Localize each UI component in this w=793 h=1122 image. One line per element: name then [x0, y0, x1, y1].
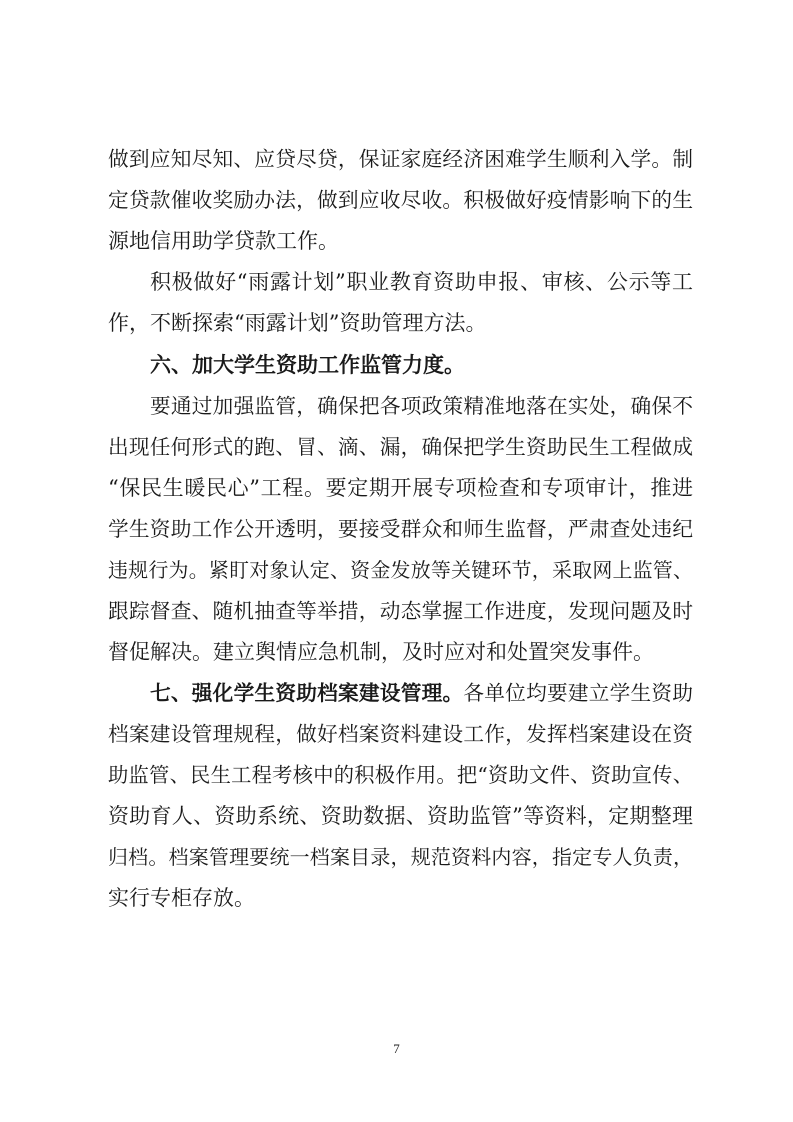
section-heading: 六、加大学生资助工作监管力度。: [150, 353, 465, 377]
paragraph-text: 各单位均要建立学生资助: [463, 681, 693, 705]
paragraph-line: 跟踪督查、随机抽查等举措，动态掌握工作进度，发现问题及时: [108, 599, 693, 623]
paragraph-line: 作，不断探索“雨露计划”资助管理方法。: [108, 311, 487, 335]
paragraph-line: 积极做好“雨露计划”职业教育资助申报、审核、公示等工: [150, 270, 693, 294]
paragraph-line: 档案建设管理规程，做好档案资料建设工作，发挥档案建设在资: [108, 722, 693, 746]
paragraph-line: 督促解决。建立舆情应急机制，及时应对和处置突发事件。: [108, 640, 654, 664]
paragraph-line: 资助育人、资助系统、资助数据、资助监管”等资料，定期整理: [108, 804, 693, 828]
page-number: 7: [393, 1041, 400, 1056]
paragraph-line: 助监管、民生工程考核中的积极作用。把“资助文件、资助宣传、: [108, 763, 693, 787]
paragraph-line: 做到应知尽知、应贷尽贷，保证家庭经济困难学生顺利入学。制: [108, 147, 693, 171]
paragraph-line-with-heading: [150, 676, 693, 710]
paragraph-line: 违规行为。紧盯对象认定、资金发放等关键环节，采取网上监管、: [108, 558, 693, 582]
paragraph-line: 归档。档案管理要统一档案目录，规范资料内容，指定专人负责，: [108, 845, 693, 869]
paragraph-line: “保民生暖民心”工程。要定期开展专项检查和专项审计，推进: [108, 476, 693, 500]
paragraph-line: 源地信用助学贷款工作。: [108, 229, 339, 253]
paragraph-line: 实行专柜存放。: [108, 886, 255, 910]
paragraph-line: 学生资助工作公开透明，要接受群众和师生监督，严肃查处违纪: [108, 517, 693, 541]
paragraph-line: 定贷款催收奖励办法，做到应收尽收。积极做好疫情影响下的生: [108, 188, 693, 212]
paragraph-line: 出现任何形式的跑、冒、滴、漏，确保把学生资助民生工程做成: [108, 435, 693, 459]
section-heading: 七、强化学生资助档案建设管理。: [150, 681, 464, 705]
paragraph-line: 要通过加强监管，确保把各项政策精准地落在实处，确保不: [150, 394, 693, 418]
